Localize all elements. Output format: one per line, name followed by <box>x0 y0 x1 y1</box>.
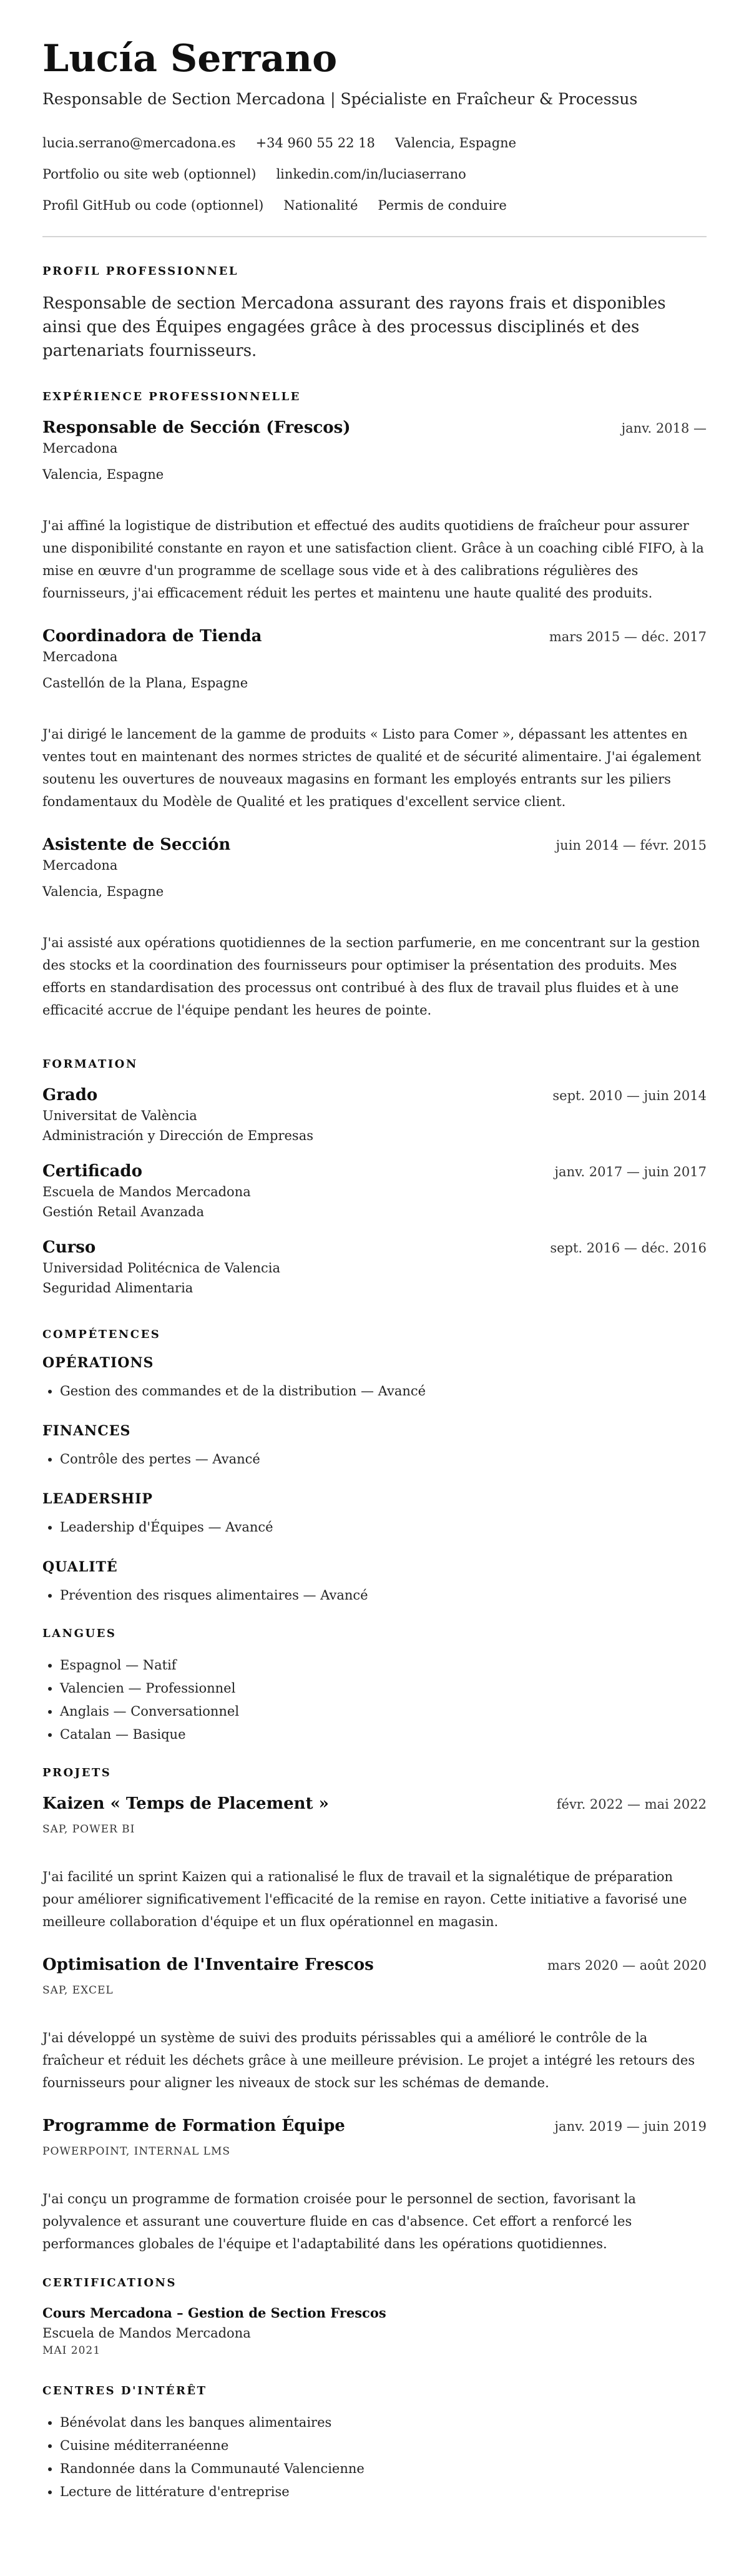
language-item: • Valencien — Professionnel <box>60 1677 707 1700</box>
project-dates: mars 2020 — août 2020 <box>547 1958 707 1973</box>
project-tech: SAP, EXCEL <box>42 1984 114 1997</box>
job-location: Valencia, Espagne <box>42 467 164 482</box>
nationality-text: Nationalité <box>283 198 358 213</box>
education-item <box>42 1161 707 1222</box>
project-name: Kaizen « Temps de Placement » <box>42 1794 329 1813</box>
education-item <box>42 1084 707 1146</box>
projects-section-title: PROJETS <box>42 1766 112 1779</box>
skill-item: • Prévention des risques alimentaires — Avancé <box>60 1584 707 1607</box>
language-item: • Catalan — Basique <box>60 1723 707 1746</box>
project-description: J'ai conçu un programme de formation croisée pour le personnel de section, favorisant la polyvalence et assurant une couverture fluide en cas d'absence. Cet effort a renforcé les performances globales de l'équipe et l'adaptabilité dans les opérations quotidiennes. <box>42 2191 636 2251</box>
candidate-name: Lucía Serrano <box>42 37 338 81</box>
degree-title: Curso <box>42 1238 96 1257</box>
field-of-study: Gestión Retail Avanzada <box>42 1204 205 1219</box>
job-title: Responsable de Sección (Frescos) <box>42 418 351 437</box>
experience-item <box>42 626 707 813</box>
interest-item: • Cuisine méditerranéenne <box>60 2434 707 2457</box>
phone-link[interactable]: +34 960 55 22 18 <box>255 135 375 150</box>
job-dates: mars 2015 — déc. 2017 <box>549 629 707 644</box>
header-divider <box>42 236 707 237</box>
driving-licence-text: Permis de conduire <box>378 198 507 213</box>
job-location: Valencia, Espagne <box>42 884 164 899</box>
school-name: Escuela de Mandos Mercadona <box>42 1184 251 1199</box>
interest-list <box>42 2411 707 2504</box>
skill-list <box>42 1380 707 1403</box>
job-location: Castellón de la Plana, Espagne <box>42 676 248 691</box>
linkedin-link[interactable]: linkedin.com/in/luciaserrano <box>276 167 466 182</box>
project-description: J'ai développé un système de suivi des produits périssables qui a amélioré le contrôle de la fraîcheur et réduit les déchets grâce à une meilleure prévision. Le projet a intégré les retours des fournisseurs pour aligner les niveaux de stock sur les schémas de demande. <box>42 2030 695 2090</box>
skill-category: LEADERSHIP <box>42 1491 153 1507</box>
project-dates: févr. 2022 — mai 2022 <box>556 1797 707 1812</box>
project-name: Optimisation de l'Inventaire Frescos <box>42 1955 374 1974</box>
candidate-headline: Responsable de Section Mercadona | Spécialiste en Fraîcheur & Processus <box>42 90 638 108</box>
skills-section-title: COMPÉTENCES <box>42 1328 161 1341</box>
skill-category: FINANCES <box>42 1423 131 1439</box>
project-name: Programme de Formation Équipe <box>42 2116 345 2135</box>
email-link[interactable]: lucia.serrano@mercadona.es <box>42 135 236 150</box>
skill-item: • Gestion des commandes et de la distribution — Avancé <box>60 1380 707 1403</box>
skill-list <box>42 1516 707 1539</box>
contact-row-2 <box>42 165 707 184</box>
experience-item <box>42 834 707 1021</box>
contact-row-1 <box>42 134 707 152</box>
job-company: Mercadona <box>42 649 118 664</box>
job-company: Mercadona <box>42 441 118 456</box>
school-name: Universitat de València <box>42 1108 197 1123</box>
job-company: Mercadona <box>42 858 118 873</box>
interest-item: • Randonnée dans la Communauté Valencienne <box>60 2457 707 2480</box>
education-item <box>42 1237 707 1298</box>
portfolio-link[interactable]: Portfolio ou site web (optionnel) <box>42 167 257 182</box>
language-item: • Anglais — Conversationnel <box>60 1700 707 1723</box>
skill-item: • Contrôle des pertes — Avancé <box>60 1448 707 1471</box>
school-name: Universidad Politécnica de Valencia <box>42 1261 280 1276</box>
job-description: J'ai assisté aux opérations quotidiennes de la section parfumerie, en me concentrant sur la gestion des stocks et la coordination des fournisseurs pour optimiser la présentation des produits. Mes efforts en standardisation des processus ont contribué à des flux de travail plus fluides et à une efficacité accrue de l'équipe pendant les heures de pointe. <box>42 935 700 1018</box>
certification-item <box>42 2303 707 2357</box>
language-item: • Espagnol — Natif <box>60 1654 707 1677</box>
project-dates: janv. 2019 — juin 2019 <box>554 2119 707 2134</box>
job-description: J'ai dirigé le lancement de la gamme de produits « Listo para Comer », dépassant les attentes en ventes tout en maintenant des normes strictes de qualité et de sécurité alimentaire. J'ai également soutenu les ouvertures de nouveaux magasins en formant les employés entrants sur les piliers fondamentaux du Modèle de Qualité et les pratiques d'excellent service client. <box>42 727 702 809</box>
job-description: J'ai affiné la logistique de distribution et effectué des audits quotidiens de fraîcheur pour assurer une disponibilité constante en rayon et une satisfaction client. Grâce à un coaching ciblé FIFO, à la mise en œuvre d'un programme de scellage sous vide et à des calibrations régulières des fournisseurs, j'ai efficacement réduit les pertes et maintenu une haute qualité des produits. <box>42 518 704 601</box>
job-dates: janv. 2018 — <box>621 421 707 436</box>
certification-name: Cours Mercadona – Gestion de Section Frescos <box>42 2305 386 2321</box>
skill-category: OPÉRATIONS <box>42 1355 154 1371</box>
language-list <box>42 1654 707 1746</box>
degree-dates: sept. 2010 — juin 2014 <box>552 1088 707 1103</box>
degree-title: Certificado <box>42 1162 142 1181</box>
job-title: Asistente de Sección <box>42 835 231 854</box>
field-of-study: Administración y Dirección de Empresas <box>42 1128 313 1143</box>
interest-item: • Lecture de littérature d'entreprise <box>60 2480 707 2504</box>
github-link[interactable]: Profil GitHub ou code (optionnel) <box>42 198 264 213</box>
certification-issuer: Escuela de Mandos Mercadona <box>42 2326 251 2341</box>
languages-section-title: LANGUES <box>42 1627 117 1640</box>
project-item <box>42 1954 707 2094</box>
project-tech: SAP, POWER BI <box>42 1823 135 1836</box>
contact-row-3 <box>42 196 707 215</box>
profile-section-title: PROFIL PROFESSIONNEL <box>42 265 238 278</box>
project-tech: POWERPOINT, INTERNAL LMS <box>42 2145 230 2158</box>
profile-summary: Responsable de section Mercadona assurant des rayons frais et disponibles ainsi que des Équipes engagées grâce à des processus disciplinés et des partenariats fournisseurs. <box>42 294 666 360</box>
degree-title: Grado <box>42 1086 98 1104</box>
project-item <box>42 2115 707 2255</box>
experience-item <box>42 417 707 604</box>
job-dates: juin 2014 — févr. 2015 <box>556 838 707 853</box>
education-section-title: FORMATION <box>42 1058 138 1071</box>
location-text: Valencia, Espagne <box>394 135 517 150</box>
degree-dates: janv. 2017 — juin 2017 <box>554 1164 707 1179</box>
certifications-section-title: CERTIFICATIONS <box>42 2276 177 2289</box>
project-item <box>42 1793 707 1933</box>
experience-section-title: EXPÉRIENCE PROFESSIONNELLE <box>42 390 301 403</box>
project-description: J'ai facilité un sprint Kaizen qui a rationalisé le flux de travail et la signalétique de préparation pour améliorer significativement l'efficacité de la remise en rayon. Cette initiative a favorisé une meilleure collaboration d'équipe et un flux opérationnel en magasin. <box>42 1869 687 1929</box>
interest-item: • Bénévolat dans les banques alimentaires <box>60 2411 707 2434</box>
interests-section-title: CENTRES D'INTÉRÊT <box>42 2384 207 2397</box>
skill-item: • Leadership d'Équipes — Avancé <box>60 1516 707 1539</box>
degree-dates: sept. 2016 — déc. 2016 <box>550 1241 707 1256</box>
field-of-study: Seguridad Alimentaria <box>42 1281 193 1295</box>
skill-list <box>42 1448 707 1471</box>
certification-date: MAI 2021 <box>42 2344 101 2357</box>
job-title: Coordinadora de Tienda <box>42 627 262 646</box>
skill-list <box>42 1584 707 1607</box>
skill-category: QUALITÉ <box>42 1559 118 1575</box>
